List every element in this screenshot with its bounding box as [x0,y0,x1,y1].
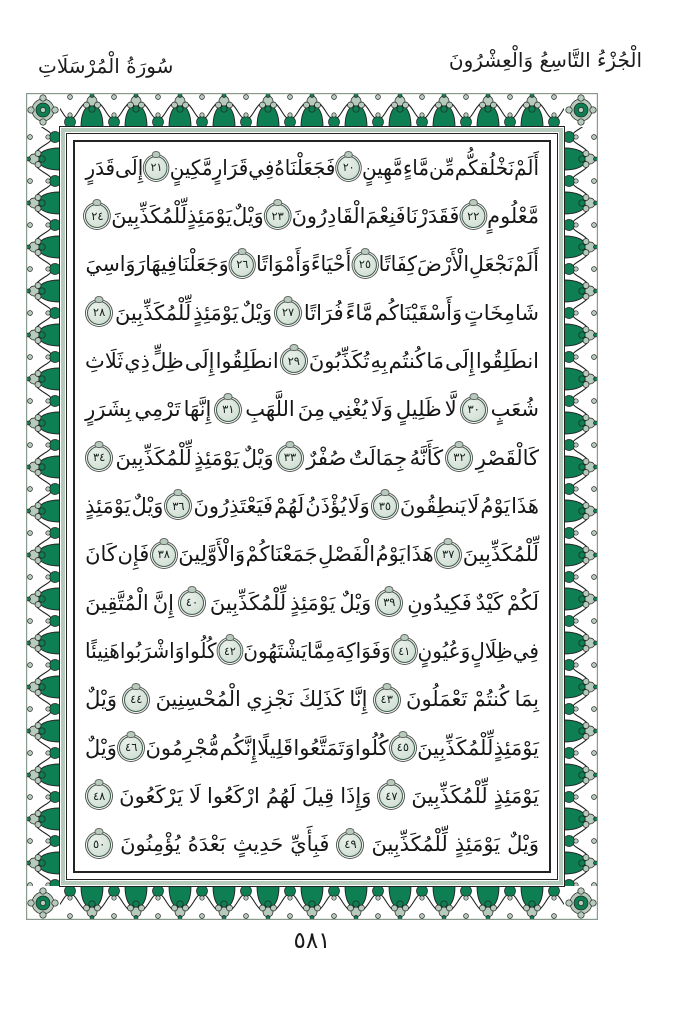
quran-word: لِّلْمُكَذِّبِينَ [115,445,192,470]
quran-line [85,821,539,869]
verse-marker: ٤٨ [87,784,111,808]
quran-word: وَأَمْوَاتًا [255,252,311,277]
verse-marker: ٢٨ [87,301,111,325]
quran-word: كُنتُمْ [472,687,510,712]
quran-word: لَكُمْ [507,590,539,615]
verse-marker: ٣٦ [166,494,190,518]
quran-word: تُكَذِّبُونَ [308,348,370,373]
quran-word: لِّلْمُكَذِّبِينَ [111,203,188,228]
quran-line [85,482,539,530]
page-number: ٥٨١ [293,928,331,954]
verse-marker: ٣٥ [373,494,397,518]
quran-line [85,434,539,482]
quran-word: تَرْمِي [134,397,181,422]
quran-word: مَّاءً [345,300,374,325]
quran-word: كَأَنَّهُ [409,445,444,470]
verse-marker: ٤٢ [218,639,241,663]
quran-word: إِنَّكُم [219,735,257,760]
verse-marker: ٢٩ [282,349,306,373]
quran-word: وَيْلٌ [131,493,164,518]
quran-word: هَذَا [511,493,539,518]
quran-word: مُّجْرِمُونَ [145,735,220,760]
juz-header: الْجُزْءُ التَّاسِعُ وَالْعِشْرُونَ [448,48,642,72]
verse-marker: ٤١ [393,639,416,663]
quran-word: يَنطِقُونَ [399,493,467,518]
quran-line [85,144,539,192]
quran-word: وَفَوَاكِهَ [335,638,391,663]
quran-word: وَيْلٌ [85,687,117,712]
quran-word: كَانَ [85,542,117,567]
quran-word: بِمَا [514,687,539,712]
quran-word: ظِلَالٍ [470,638,513,663]
quran-word: لَا [467,493,480,518]
quran-word: انطَلِقُوا [215,348,279,373]
quran-line [85,531,539,579]
quran-word: ظِلٍّ [151,348,184,373]
quran-word: لَهُمْ [274,493,305,518]
quran-word: يَوْمَئِذٍ [493,783,539,808]
quran-word: وَالْأَوَّلِينَ [178,542,246,567]
quran-word: فَقَدَرْنَا [405,203,460,228]
quran-word: الْفَصْلِ [318,542,376,567]
quran-word: وَلَا [370,397,393,422]
quran-word: حَدِيثٍ [232,832,284,857]
verse-marker: ٢٧ [276,301,300,325]
quran-word: ذِي [124,348,151,373]
quran-word: فُرَاتًا [303,300,344,325]
quran-word: وَيْلٌ [507,832,539,857]
quran-word: لَا [189,783,201,808]
quran-word: قَلِيلًا [257,735,294,760]
quran-word: إِنَّ [152,590,174,615]
quran-word: كَذَلِكَ [298,687,345,712]
quran-word: كُنتُم [388,348,426,373]
quran-word: شُعَبٍ [490,397,539,422]
quran-word: فِي [512,638,539,663]
quran-word: فَكِيدُونِ [407,590,472,615]
quran-line [88,192,539,240]
quran-line [85,772,539,820]
verse-marker: ٢٥ [353,253,376,277]
quran-word: إِلَى [184,348,215,373]
quran-word: يَوْمُ [480,493,511,518]
verse-marker: ٣٣ [278,446,302,470]
verse-marker: ٢٣ [266,204,290,228]
quran-word: مَّكِينٍ [169,155,213,180]
quran-word: مِمَّا [306,638,336,663]
verse-marker: ٤٤ [124,688,148,712]
quran-word: كُلُوا [184,638,217,663]
quran-word: إِلَى [445,348,475,373]
quran-word: يَوْمَئِذٍ [194,445,240,470]
verse-marker: ٢١ [145,156,168,180]
quran-word: ثَلَاثِ [85,348,124,373]
quran-word: إِلَى [115,155,144,180]
quran-word: وَعُيُونٍ [417,638,471,663]
quran-word: لَهُمُ [265,783,296,808]
quran-word: رَوَاسِيَ [85,252,146,277]
quran-word: قَرَارٍ [212,155,249,180]
quran-word: يَوْمَئِذٍ [290,590,336,615]
quran-word: ظَلِيلٍ [395,397,442,422]
quran-word: لِّلْمُكَذِّبِينَ [209,590,287,615]
quran-word: بِشَرَرٍ [85,397,132,422]
quran-word: فَإِن [117,542,150,567]
verse-marker: ٣٨ [152,543,176,567]
quran-word: كَيْدٌ [475,590,504,615]
quran-word: وَيْلٌ [241,445,274,470]
quran-word: هَذَا [405,542,434,567]
verse-marker: ٣٧ [436,543,460,567]
quran-word: فَيَعْتَذِرُونَ [193,493,274,518]
quran-word: هَنِيئًا [85,638,120,663]
quran-line [85,724,539,772]
quran-word: بَعْدَهُ [187,832,226,857]
quran-word: إِنَّا [349,687,368,712]
quran-word: وَيْلٌ [240,300,273,325]
verse-marker: ٢٤ [85,204,109,228]
quran-word: وَيْلٌ [232,203,264,228]
quran-word: كِفَاتًا [378,252,417,277]
quran-word: قَدَرٍ [85,155,116,180]
quran-word: قِيلَ [301,783,335,808]
quran-line [85,627,539,675]
quran-word: يَوْمَئِذٍ [493,735,539,760]
quran-word: يَرْكَعُونَ [119,783,183,808]
quran-line [85,579,539,627]
quran-word: تَعْمَلُونَ [406,687,468,712]
verse-marker: ٣١ [216,398,240,422]
quran-word: يُؤْذَنُ [305,493,347,518]
quran-word: يُؤْمِنُونَ [120,832,181,857]
verse-marker: ٤٩ [338,833,362,857]
quran-word: مَا [426,348,444,373]
quran-word: فَنِعْمَ [365,203,406,228]
quran-line [85,289,539,337]
quran-word: وَلَا [347,493,370,518]
quran-word: وَجَعَلْنَا [176,252,229,277]
quran-word: وَتَمَتَّعُوا [293,735,355,760]
quran-word: صُفْرٌ [306,445,347,470]
verse-marker: ٣٠ [462,398,486,422]
quran-word: الْقَادِرُونَ [291,203,366,228]
quran-word: نَجْزِي [246,687,294,712]
verse-marker: ٢٠ [337,156,360,180]
verse-marker: ٤٣ [375,688,399,712]
quran-word: يَوْمَئِذٍ [454,832,501,857]
quran-word: لَّا [444,397,457,422]
verse-marker: ٣٢ [447,446,471,470]
quran-word: نَخْلُقكُّم [454,155,515,180]
quran-word: لِّلْمُكَذِّبِينَ [411,783,488,808]
quran-word: مَّاءٍ [402,155,430,180]
quran-word: اللَّهَبِ [245,397,295,422]
quran-word: لِّلْمُكَذِّبِينَ [417,735,494,760]
quran-word: انطَلِقُوا [475,348,539,373]
quran-line [85,337,539,385]
verse-marker: ٤٥ [391,736,415,760]
quran-word: مِّن [429,155,455,180]
quran-word: يَوْمَئِذٍ [193,300,239,325]
quran-word: أَحْيَاءً [310,252,352,277]
quran-word: بِهِ [370,348,388,373]
verse-marker: ٣٤ [87,446,111,470]
quran-word: مَّهِينٍ [361,155,403,180]
verse-marker: ٣٩ [377,591,401,615]
ornamental-border-frame [26,93,598,920]
quran-word: أَلَمْ [513,252,539,277]
quran-word: كُلُوا [354,735,389,760]
quran-line [85,676,539,724]
surah-header: سُورَةُ الْمُرْسَلَاتِ [38,54,174,78]
quran-word: لِّلْمُكَذِّبِينَ [114,300,192,325]
quran-word: يَوْمَئِذٍ [85,493,131,518]
verse-marker: ٤٠ [180,591,204,615]
quran-word: كَالْقَصْرِ [475,445,539,470]
quran-word: مِنَ [297,397,325,422]
quran-word: يَوْمَئِذٍ [187,203,233,228]
quran-word: فَبِأَيِّ [290,832,330,857]
quran-word: وَاشْرَبُوا [119,638,185,663]
quran-word: يَوْمُ [375,542,406,567]
quran-word: فِيهَا [145,252,177,277]
verse-marker: ٤٧ [379,784,403,808]
quran-word: الْأَرْضَ [416,252,470,277]
quran-word: جِمَالَتٌ [348,445,408,470]
quran-word: نَجْعَلِ [469,252,514,277]
quran-lines [85,144,539,869]
quran-word: فَجَعَلْنَاهُ [274,155,336,180]
text-border [73,140,551,873]
quran-word: فِي [248,155,275,180]
verse-marker: ٢٦ [231,253,254,277]
verse-marker: ٤٦ [119,736,143,760]
quran-word: يُغْنِي [327,397,368,422]
quran-word: لِّلْمُكَذِّبِينَ [462,542,539,567]
verse-marker: ٥٠ [87,833,111,857]
quran-word: وَإِذَا [340,783,372,808]
verse-marker: ٢٢ [461,204,485,228]
quran-word: جَمَعْنَاكُمْ [245,542,318,567]
quran-line [85,241,539,289]
quran-word: أَلَمْ [514,155,539,180]
quran-word: وَيْلٌ [339,590,372,615]
quran-word: يَشْتَهُونَ [243,638,307,663]
quran-word: وَأَسْقَيْنَاكُم [374,300,463,325]
quran-word: مَّعْلُومٍ [487,203,539,228]
quran-word: الْمُتَّقِينَ [85,590,149,615]
quran-word: ارْكَعُوا [207,783,260,808]
quran-word: شَامِخَاتٍ [464,300,539,325]
quran-word: لِّلْمُكَذِّبِينَ [371,832,448,857]
quran-line [85,386,539,434]
quran-word: وَيْلٌ [85,735,117,760]
quran-word: إِنَّهَا [183,397,212,422]
quran-word: الْمُحْسِنِينَ [155,687,241,712]
